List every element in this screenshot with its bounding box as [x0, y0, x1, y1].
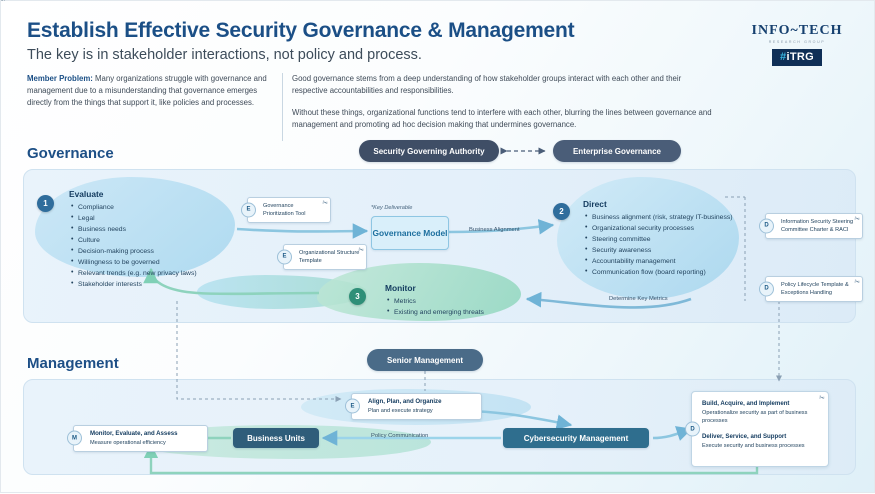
- info-tech-logo: [742, 23, 852, 66]
- list-item: • Existing and emerging threats: [394, 307, 525, 318]
- list-item: • Decision-making process: [78, 246, 219, 257]
- list-item: • Legal: [78, 213, 219, 224]
- doc-card-policy-lifecycle-template[interactable]: [765, 276, 863, 302]
- chip-senior-management[interactable]: Senior Management: [367, 349, 483, 371]
- badge-letter-e: E: [241, 203, 256, 218]
- list-item: • Accountability management: [592, 256, 743, 267]
- evaluate-heading: Evaluate: [69, 189, 104, 199]
- logo-wordmark: INFO~TECH: [751, 23, 843, 38]
- step-number-2: 2: [553, 203, 570, 220]
- list-item: • Security awareness: [592, 245, 743, 256]
- direct-heading: Direct: [583, 199, 607, 209]
- step-number-1: 1: [37, 195, 54, 212]
- itrg-badge-label: iTRG: [786, 51, 814, 63]
- card-align-plan-organize[interactable]: [351, 393, 482, 420]
- card-monitor-evaluate-assess[interactable]: [73, 425, 208, 452]
- direct-block: [583, 199, 743, 278]
- chip-security-governing-authority[interactable]: Security Governing Authority: [359, 140, 499, 162]
- label-business-alignment: Business Alignment: [469, 227, 520, 233]
- list-item: • Compliance: [78, 202, 219, 213]
- member-problem-text: [27, 73, 267, 109]
- doc-card-organizational-structure-template[interactable]: [283, 244, 367, 270]
- pin-icon: ✂: [853, 278, 861, 287]
- badge-letter-e: E: [345, 399, 360, 414]
- card-body: Operationalize security as part of business processes: [702, 409, 808, 424]
- card-body: Plan and execute strategy: [368, 407, 433, 414]
- chip-enterprise-governance[interactable]: Enterprise Governance: [553, 140, 681, 162]
- card-title: Deliver, Service, and Support: [702, 433, 787, 440]
- label-determine-key-metrics: Determine Key Metrics: [609, 296, 668, 302]
- monitor-block: [385, 283, 525, 318]
- doc-card-infosec-steering-committee-charter[interactable]: [765, 213, 863, 239]
- chip-cybersecurity-management[interactable]: Cybersecurity Management: [503, 428, 649, 448]
- monitor-list: [385, 296, 525, 318]
- section-label-management: Management: [27, 355, 119, 372]
- list-item: • Steering committee: [592, 234, 743, 245]
- intro-paragraph-1: Good governance stems from a deep understanding of how stakeholder groups interact with each other and their respective accountabilities and responsibilities.: [292, 74, 682, 96]
- itrg-badge: [772, 49, 822, 66]
- card-build-acquire-implement: [702, 400, 818, 425]
- card-title: Align, Plan, and Organize: [368, 398, 442, 405]
- card-build-deliver-group[interactable]: [691, 391, 829, 467]
- badge-letter-d: D: [759, 219, 774, 234]
- evaluate-list: [69, 202, 219, 290]
- card-deliver-service-support: [702, 433, 818, 450]
- logo-tagline: RESEARCH GROUP: [768, 40, 826, 44]
- chip-business-units[interactable]: Business Units: [233, 428, 319, 448]
- intro-paragraph-2: Without these things, organizational functions tend to interfere with each other, blurring the lines between governance and management and promoting ad hoc decision making that undermines governance.: [292, 107, 712, 130]
- section-label-governance: Governance: [27, 145, 114, 162]
- hash-icon: #: [780, 51, 787, 63]
- governance-model-card[interactable]: Governance Model: [371, 216, 449, 250]
- list-item: • Relevant trends (e.g. new privacy laws): [78, 268, 219, 279]
- list-item: • Business needs: [78, 224, 219, 235]
- badge-letter-d: D: [685, 422, 700, 437]
- doc-card-title: Policy Lifecycle Template & Exceptions Handling: [781, 282, 849, 297]
- list-item: • Organizational security processes: [592, 223, 743, 234]
- member-problem-label: Member Problem:: [27, 74, 93, 83]
- list-item: • Business alignment (risk, strategy IT-business): [592, 212, 743, 223]
- label-set-risk-appetite: [1, 0, 7, 1]
- doc-card-governance-prioritization-tool[interactable]: [247, 197, 331, 223]
- page-subtitle: The key is in stakeholder interactions, not policy and process.: [27, 47, 422, 63]
- label-policy-communication: Policy Communication: [371, 433, 429, 439]
- pin-icon: ✂: [818, 394, 826, 403]
- pin-icon: ✂: [853, 215, 861, 224]
- doc-card-title: Governance Prioritization Tool: [263, 203, 306, 218]
- list-item: • Metrics: [394, 296, 525, 307]
- page-title: Establish Effective Security Governance & Management: [27, 19, 575, 42]
- card-title: Build, Acquire, and Implement: [702, 400, 790, 407]
- evaluate-block: [69, 189, 219, 290]
- direct-list: [583, 212, 743, 278]
- intro-right-column: [282, 73, 712, 141]
- list-item: • Culture: [78, 235, 219, 246]
- pin-icon: ✂: [357, 246, 365, 255]
- doc-card-title: Organizational Structure Template: [299, 250, 360, 265]
- card-body: Measure operational efficiency: [90, 439, 166, 446]
- step-number-3: 3: [349, 288, 366, 305]
- list-item: • Stakeholder interests: [78, 279, 219, 290]
- list-item: • Willingness to be governed: [78, 257, 219, 268]
- badge-letter-d: D: [759, 282, 774, 297]
- list-item: • Communication flow (board reporting): [592, 267, 743, 278]
- card-title: Monitor, Evaluate, and Assess: [90, 430, 178, 437]
- member-problem-body: Many organizations struggle with governance and management due to a misunderstanding that governance emerges directly from the things that support it, like policies and processes.: [27, 74, 267, 108]
- badge-letter-m: M: [67, 431, 82, 446]
- monitor-heading: Monitor: [385, 283, 416, 293]
- doc-card-title: Information Security Steering Committee Charter & RACI: [781, 219, 854, 234]
- badge-letter-e: E: [277, 250, 292, 265]
- key-deliverable-note: *Key Deliverable: [371, 205, 413, 211]
- card-body: Execute security and business processes: [702, 442, 805, 449]
- pin-icon: ✂: [321, 199, 329, 208]
